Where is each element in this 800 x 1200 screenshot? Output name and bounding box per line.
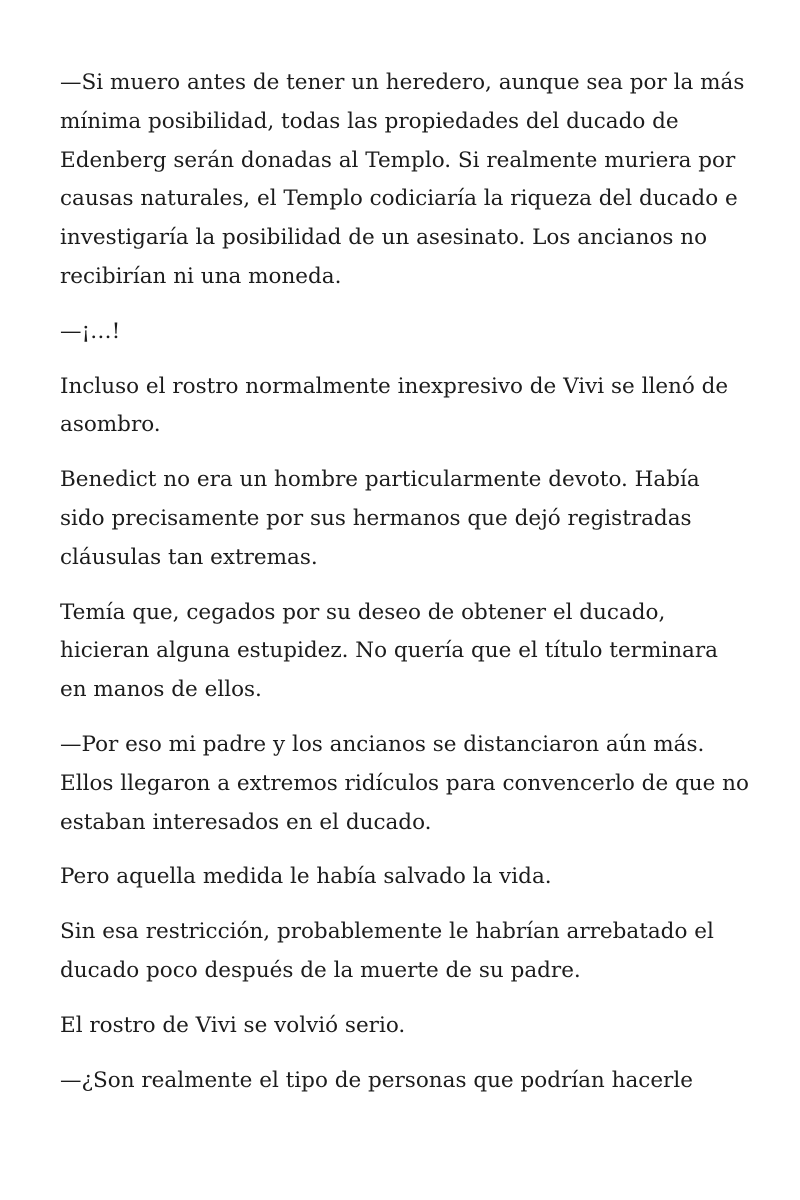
paragraph-6: —Por eso mi padre y los ancianos se distanciaron aún más. Ellos llegaron a extremos ridículos para convencerlo de que no estaban interesados en el ducado.	[60, 731, 749, 835]
paragraph-5: Temía que, cegados por su deseo de obtener el ducado, hicieran alguna estupidez. No quería que el título terminara en manos de ellos.	[60, 599, 718, 703]
paragraph-9: El rostro de Vivi se volvió serio.	[60, 1012, 406, 1038]
paragraph-8: Sin esa restricción, probablemente le habrían arrebatado el ducado poco después de la muerte de su padre.	[60, 919, 714, 983]
paragraph-10: —¿Son realmente el tipo de personas que podrían hacerle	[60, 1067, 693, 1093]
paragraph-1: —Si muero antes de tener un heredero, aunque sea por la más mínima posibilidad, todas las propiedades del ducado de Edenberg serán donadas al Templo. Si realmente muriera por causas naturales, el Templo codiciaría la riqueza del ducado e investigaría la posibilidad de un asesinato. Los ancianos no recibirían ni una moneda.	[60, 70, 745, 289]
paragraph-2: —¡…!	[60, 318, 121, 344]
paragraph-3: Incluso el rostro normalmente inexpresivo de Vivi se llenó de asombro.	[60, 373, 729, 438]
paragraph-4: Benedict no era un hombre particularmente devoto. Había sido precisamente por sus hermanos que dejó registradas cláusulas tan extremas.	[60, 467, 700, 570]
reading-page	[60, 64, 750, 1116]
paragraph-7: Pero aquella medida le había salvado la vida.	[60, 864, 552, 890]
